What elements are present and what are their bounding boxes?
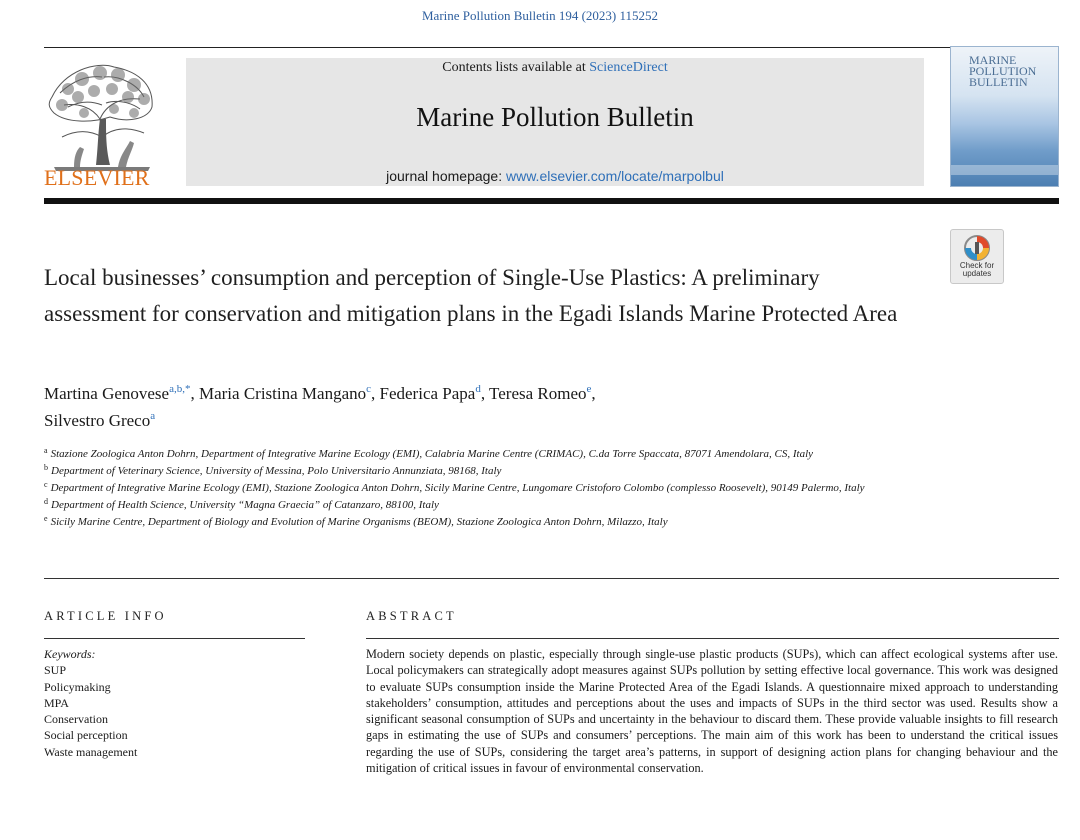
journal-banner [186,58,924,186]
homepage-link[interactable]: www.elsevier.com/locate/marpolbul [506,168,724,184]
keyword-item: Social perception [44,728,128,743]
section-divider [44,578,1059,579]
author-name[interactable]: Martina Genovese [44,384,170,403]
homepage-prefix: journal homepage: [386,168,506,184]
affiliation-label: d [44,497,48,506]
cover-title-line: POLLUTION [969,64,1037,78]
keyword-item: Conservation [44,712,108,727]
journal-title: Marine Pollution Bulletin [416,102,694,132]
keyword-item: SUP [44,663,67,678]
keyword-item: Waste management [44,744,138,759]
author-name[interactable]: Federica Papa [379,384,476,403]
cover-wave-band [951,165,1058,175]
author-separator: , [480,384,490,403]
crossmark-icon [963,234,991,262]
affiliation-label: b [44,463,48,472]
abstract-text: Modern society depends on plastic, especially through single-use plastic products (SUPs), which can affect ecological systems after use. Local policymakers can strategically adopt measures against SUPs pollution by setting effective local governance. This work was designed to evaluate SUPs consumption inside the Marine Protected Area of the Egadi Islands. A questionnaire mixed approach to understanding stakeholders’ consumption, attitudes and perceptions about the uses and impacts of SUPs in the third sector was used. Results show a significant seasonal consumption of SUPs and uncertainty in the behaviour to discard them. These provide valuable insights to fill research gaps in estimating the use of SUPs and consumers’ perceptions. The main aim of this work has been to understand the critical issues regarding the use of SUPs, considering the target area’s patterns, in support of designing action plans for changing behaviour and the mitigation of critical issues in favour of environmental conservation. [366,647,1058,775]
author-affiliation-marker[interactable]: e [586,383,592,395]
article-title: Local businesses’ consumption and perception of Single-Use Plastics: A preliminary assessment for conservation and mitigation plans in the Egadi Islands Marine Protected Area [44,265,898,326]
article-info-rule [44,638,305,639]
journal-cover-image[interactable] [950,46,1059,187]
affiliation-label: c [44,480,48,489]
affiliation-label: e [44,514,48,523]
affiliation-item [44,446,924,463]
keywords-block [44,646,304,760]
contents-line [186,60,924,76]
author-name[interactable]: Silvestro Greco [44,411,151,430]
affiliation-item [44,497,924,514]
affiliation-text: Department of Health Science, University “Magna Graecia” of Catanzaro, 88100, Italy [51,499,439,511]
check-updates-label: Check for [959,261,995,270]
author-list [44,380,944,434]
keyword-item: MPA [44,695,69,710]
header-top-rule [44,47,976,48]
header-bottom-rule [44,198,1059,204]
homepage-line [186,168,924,184]
cover-title [969,55,1036,88]
author-affiliation-marker[interactable]: a [150,410,156,422]
affiliation-text: Department of Veterinary Science, University of Messina, Polo Universitario Annunziata, 98168, Italy [51,465,502,477]
sciencedirect-link[interactable]: ScienceDirect [589,60,668,75]
journal-citation[interactable]: Marine Pollution Bulletin 194 (2023) 115252 [421,8,659,23]
keywords-label: Keywords: [44,647,96,661]
author-affiliation-marker[interactable]: c [366,383,372,395]
affiliation-text: Sicily Marine Centre, Department of Biology and Evolution of Marine Organisms (BEOM), Stazione Zoologica Anton Dohrn, Milazzo, Italy [50,516,668,528]
affiliation-item [44,480,924,497]
keyword-item: Policymaking [44,679,111,694]
abstract-rule [366,638,1059,639]
affiliation-text: Department of Integrative Marine Ecology (EMI), Stazione Zoologica Anton Dohrn, Sicily Marine Centre, Lungomare Cristoforo Colombo (complesso Roosevelt), 90149 Palermo, Italy [50,482,865,494]
cover-title-line: MARINE [969,53,1017,67]
article-info-heading: ARTICLE INFO [44,609,167,623]
affiliation-item [44,463,924,480]
author-name[interactable]: Maria Cristina Mangano [198,384,367,403]
author-affiliation-marker[interactable]: d [475,383,481,395]
check-updates-label: updates [962,269,992,278]
author-separator: , [371,384,380,403]
author-separator: , [190,384,199,403]
cover-title-line: BULLETIN [969,75,1028,89]
contents-prefix: Contents lists available at [442,60,590,75]
affiliation-item [44,514,924,531]
abstract-heading: ABSTRACT [366,609,457,623]
author-affiliation-marker[interactable]: a,b,* [169,383,191,395]
affiliation-text: Stazione Zoologica Anton Dohrn, Department of Integrative Marine Ecology (EMI), Calabria Marine Centre (CRIMAC), C.da Torre Spaccata, 87071 Amendolara, CS, Italy [50,448,814,460]
affiliation-label: a [44,446,48,455]
affiliation-list [44,446,924,531]
check-for-updates-button[interactable] [950,229,1004,284]
publisher-wordmark: ELSEVIER [44,165,150,190]
author-separator: , [591,384,596,403]
author-name[interactable]: Teresa Romeo [489,384,587,403]
